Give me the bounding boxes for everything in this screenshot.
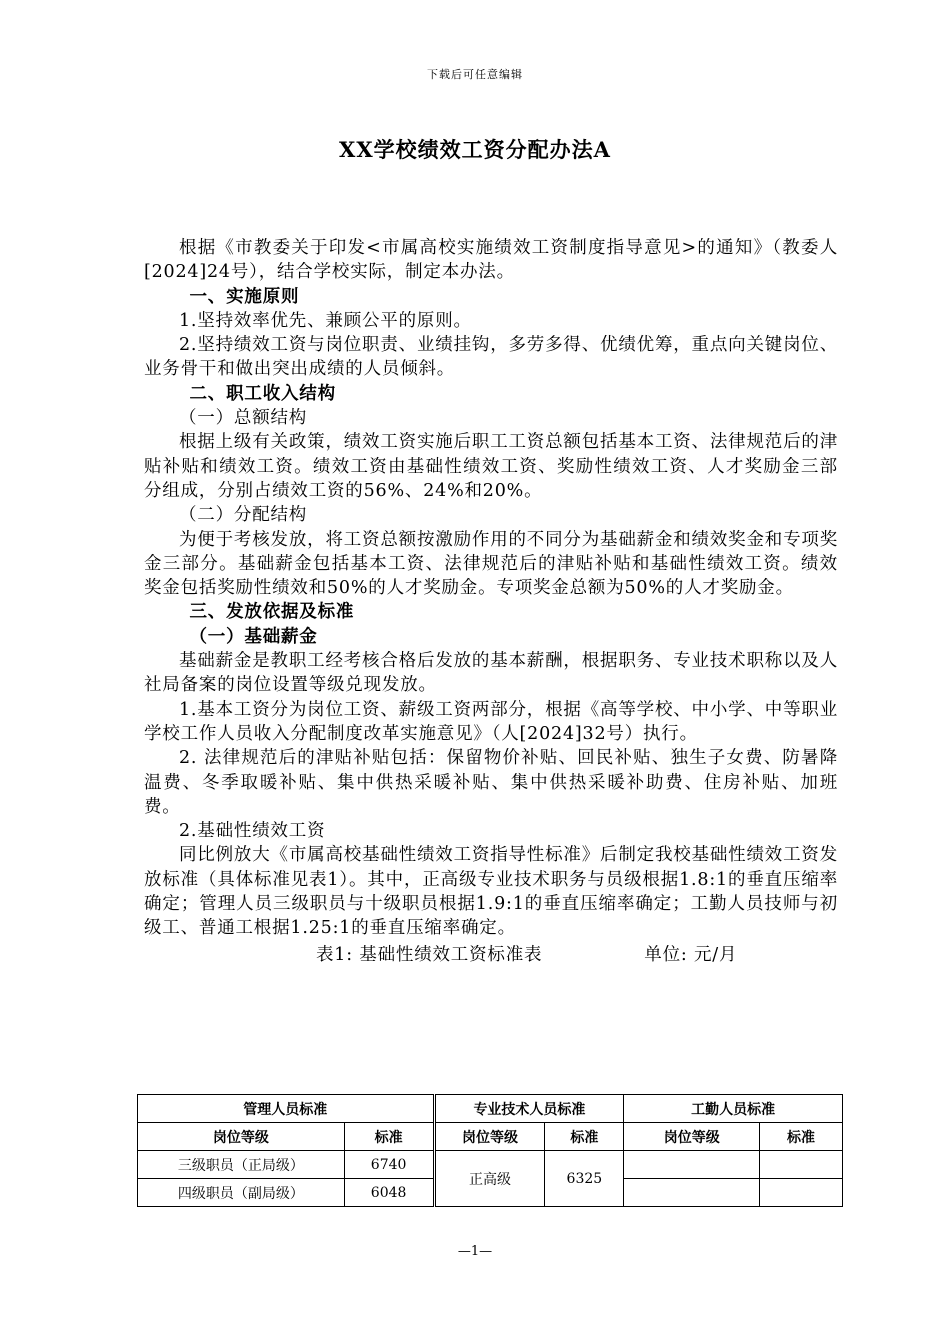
header-note: 下载后可任意编辑	[427, 68, 523, 81]
col-header-standard: 标准	[545, 1123, 624, 1151]
mgmt-standard-cell: 6048	[344, 1179, 434, 1207]
col-header-standard: 标准	[344, 1123, 434, 1151]
table-caption	[144, 943, 838, 967]
col-header-level: 岗位等级	[138, 1123, 345, 1151]
table-row	[138, 1151, 843, 1179]
col-header-level: 岗位等级	[434, 1123, 545, 1151]
subsection-heading: （二）分配结构	[179, 505, 308, 526]
table-caption-unit: 单位: 元/月	[644, 944, 738, 965]
section-heading-1: 一、实施原则	[189, 286, 300, 307]
col-header-level: 岗位等级	[624, 1123, 760, 1151]
subsection-heading-bold: （一）基础薪金	[189, 626, 318, 647]
logistics-standard-cell	[760, 1179, 843, 1207]
group-header-logistics: 工勤人员标准	[624, 1095, 843, 1123]
paragraph: 同比例放大《市属高校基础性绩效工资指导性标准》后制定我校基础性绩效工资发放标准（具体标准见表1）。其中，正高级专业技术职务与员级根据1.8:1的垂直压缩率确定；管理人员三级职员与十级职员根据1.9:1的垂直压缩率确定；工勤人员技师与初级工、普通工根据1.25:1的垂直压缩率确定。	[144, 845, 838, 939]
paragraph: 2.坚持绩效工资与岗位职责、业绩挂钩，多劳多得、优绩优筹，重点向关键岗位、业务骨干和做出突出成绩的人员倾斜。	[144, 335, 838, 380]
table-caption-title: 表1: 基础性绩效工资标准表	[316, 944, 543, 965]
paragraph: 2. 法律规范后的津贴补贴包括：保留物价补贴、回民补贴、独生子女费、防暑降温费、冬季取暖补贴、集中供热采暖补贴、集中供热采暖补助费、住房补贴、加班费。	[144, 748, 838, 817]
document-body	[144, 236, 838, 967]
logistics-level-cell	[624, 1151, 760, 1179]
table-group-header-row	[138, 1095, 843, 1123]
table-column-header-row	[138, 1123, 843, 1151]
paragraph: 2.基础性绩效工资	[179, 821, 326, 842]
col-header-standard: 标准	[760, 1123, 843, 1151]
paragraph: 1.坚持效率优先、兼顾公平的原则。	[179, 310, 472, 331]
page-number: —1—	[457, 1244, 493, 1259]
mgmt-standard-cell: 6740	[344, 1151, 434, 1179]
tech-level-cell: 正高级	[434, 1151, 545, 1207]
salary-standard-table	[137, 1094, 843, 1207]
paragraph: 1.基本工资分为岗位工资、薪级工资两部分，根据《高等学校、中小学、中等职业学校工作人员收入分配制度改革实施意见》（人[2024]32号）执行。	[144, 699, 838, 744]
paragraph: 为便于考核发放，将工资总额按激励作用的不同分为基础薪金和绩效奖金和专项奖金三部分。基础薪金包括基本工资、法律规范后的津贴补贴和基础性绩效工资。绩效奖金包括奖励性绩效和50%的人才奖励金。专项奖金总额为50%的人才奖励金。	[144, 529, 838, 599]
paragraph: 根据上级有关政策，绩效工资实施后职工工资总额包括基本工资、法律规范后的津贴补贴和绩效工资。绩效工资由基础性绩效工资、奖励性绩效工资、人才奖励金三部分组成，分别占绩效工资的56%、24%和20%。	[144, 432, 838, 501]
subsection-heading: （一）总额结构	[179, 408, 308, 429]
mgmt-level-cell: 四级职员（副局级）	[138, 1179, 345, 1207]
logistics-standard-cell	[760, 1151, 843, 1179]
section-heading-3: 三、发放依据及标准	[189, 602, 355, 623]
group-header-management: 管理人员标准	[138, 1095, 435, 1123]
group-header-technical: 专业技术人员标准	[434, 1095, 624, 1123]
intro-paragraph: 根据《市教委关于印发<市属高校实施绩效工资制度指导意见>的通知》（教委人[2024]24号），结合学校实际，制定本办法。	[144, 238, 838, 283]
logistics-level-cell	[624, 1179, 760, 1207]
mgmt-level-cell: 三级职员（正局级）	[138, 1151, 345, 1179]
tech-standard-cell: 6325	[545, 1151, 624, 1207]
paragraph: 基础薪金是教职工经考核合格后发放的基本薪酬，根据职务、专业技术职称以及人社局备案的岗位设置等级兑现发放。	[144, 651, 838, 696]
section-heading-2: 二、职工收入结构	[189, 383, 336, 404]
document-title: XX学校绩效工资分配办法A	[339, 137, 611, 162]
